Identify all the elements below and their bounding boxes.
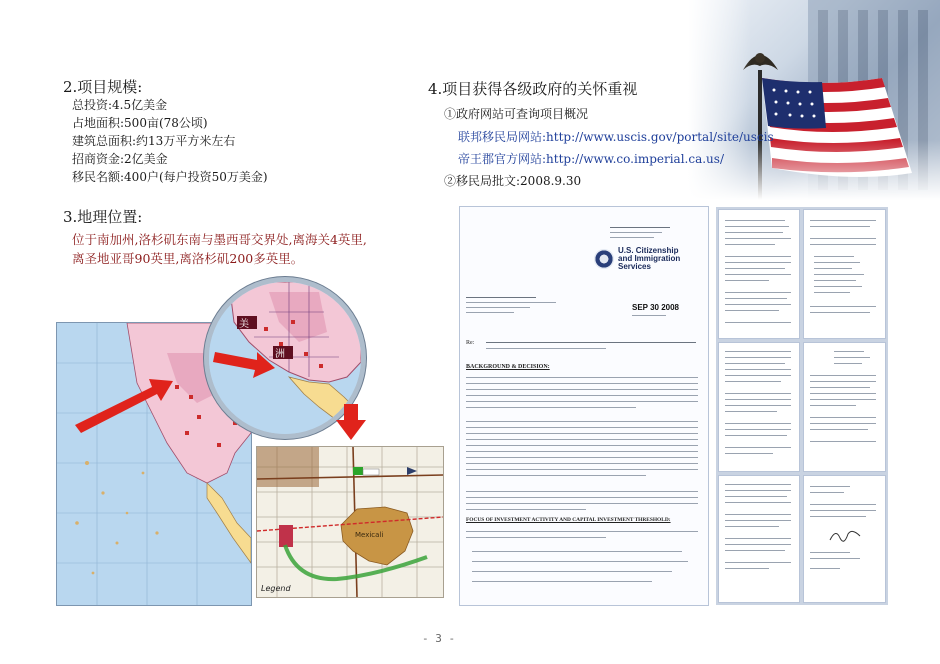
immigrant-quota: 移民名额:400户(每户投资50万美金) [72,170,268,184]
total-investment: 总投资:4.5亿美金 [72,98,168,112]
land-area: 占地面积:500亩(78公顷) [72,116,208,130]
agency-name: U.S. Citizenship and Immigration Services [618,246,681,271]
section4-heading: 4.项目获得各级政府的关怀重视 [428,80,638,98]
doc-thumb-6 [804,476,885,602]
down-arrow-icon [336,404,366,444]
background-decision-heading: BACKGROUND & DECISION: [466,364,550,370]
document-collage [716,207,888,605]
focus-heading: FOCUS OF INVESTMENT ACTIVITY AND CAPITAL INVESTMENT THRESHOLD: [466,517,671,523]
letter-date-stamp: SEP 30 2008 [632,303,680,312]
dhs-seal-icon [594,249,614,269]
imperial-county-link[interactable]: 帝王郡官方网站:http://www.co.imperial.ca.us/ [458,152,724,166]
gov-website-item: ①政府网站可查询项目概况 [444,107,589,121]
approval-date-item: ②移民局批文:2008.9.30 [444,174,582,188]
map-label-america: 美 [239,319,249,330]
signature-mark [828,526,862,550]
doc-thumb-3 [719,343,799,471]
location-line-2: 离圣地亚哥90英里,离洛杉矶200多英里。 [72,251,304,266]
section2-list [72,96,268,186]
mexicali-label: Mexicali [355,531,384,539]
uscis-approval-letter [460,207,708,605]
building-area: 建筑总面积:约13万平方米左右 [72,134,236,148]
location-line-1: 位于南加州,洛杉矶东南与墨西哥交界处,离海关4英里, [72,232,367,247]
investment-capital: 招商资金:2亿美金 [72,152,168,166]
doc-thumb-5 [719,476,799,602]
local-area-map [256,446,444,598]
flag-building-photo [688,0,940,200]
letter-re-label: Re: [466,340,475,346]
location-description [72,230,367,268]
doc-thumb-2 [804,210,885,338]
section2-heading: 2.项目规模: [63,78,143,96]
page-number: - 3 - [422,632,456,645]
doc-thumb-4 [804,343,885,471]
section3-heading: 3.地理位置: [63,208,143,226]
map-label-america-2: 洲 [275,349,285,360]
legend-label: Legend [261,584,291,593]
doc-thumb-1 [719,210,799,338]
uscis-link[interactable]: 联邦移民局网站:http://www.uscis.gov/portal/site/uscis [458,130,774,144]
